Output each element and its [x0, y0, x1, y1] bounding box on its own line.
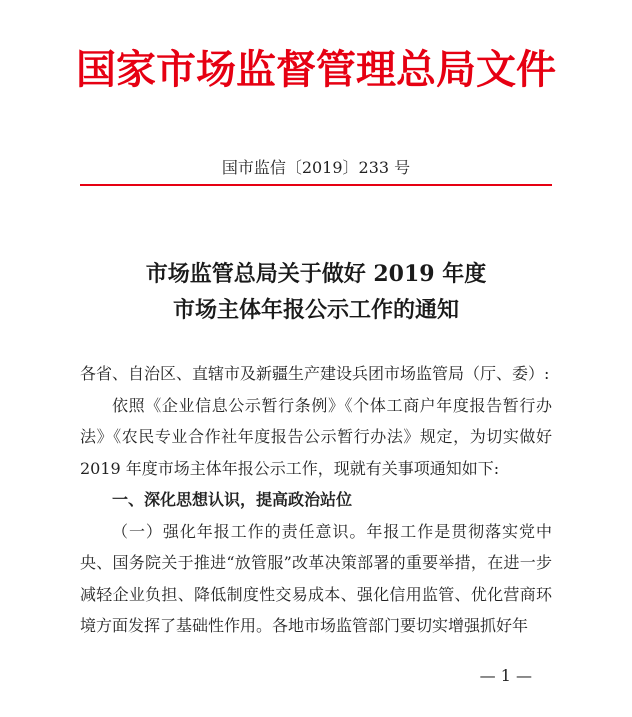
document-number: 国市监信〔2019〕233 号 [221, 158, 411, 177]
document-body [80, 358, 552, 642]
notice-title-line-2: 市场主体年报公示工作的通知 [172, 297, 459, 323]
section-1-paragraph-1: （一）强化年报工作的责任意识。年报工作是贯彻落实党中央、国务院关于推进“放管服”改革决策部署的重要举措，在进一步减轻企业负担、降低制度性交易成本、强化信用监管、优化营商环境方面发挥了基础性作用。各地市场监管部门要切实增强抓好年 [80, 521, 552, 635]
section-heading-1: 一、深化思想认识，提高政治站位 [112, 490, 353, 509]
notice-title-line-1: 市场监管总局关于做好 2019 年度 [145, 261, 487, 287]
issuer-title: 国家市场监督管理总局文件 [76, 46, 556, 93]
red-separator-line [80, 184, 552, 186]
intro-paragraph: 依照《企业信息公示暂行条例》《个体工商户年度报告暂行办法》《农民专业合作社年度报告公示暂行办法》规定，为切实做好 2019 年度市场主体年报公示工作，现就有关事项通知如下: [80, 395, 552, 478]
addressee-line: 各省、自治区、直辖市及新疆生产建设兵团市场监管局（厅、委）: [80, 364, 550, 383]
page-number: — 1 — [479, 666, 532, 685]
notice-title [0, 256, 632, 328]
